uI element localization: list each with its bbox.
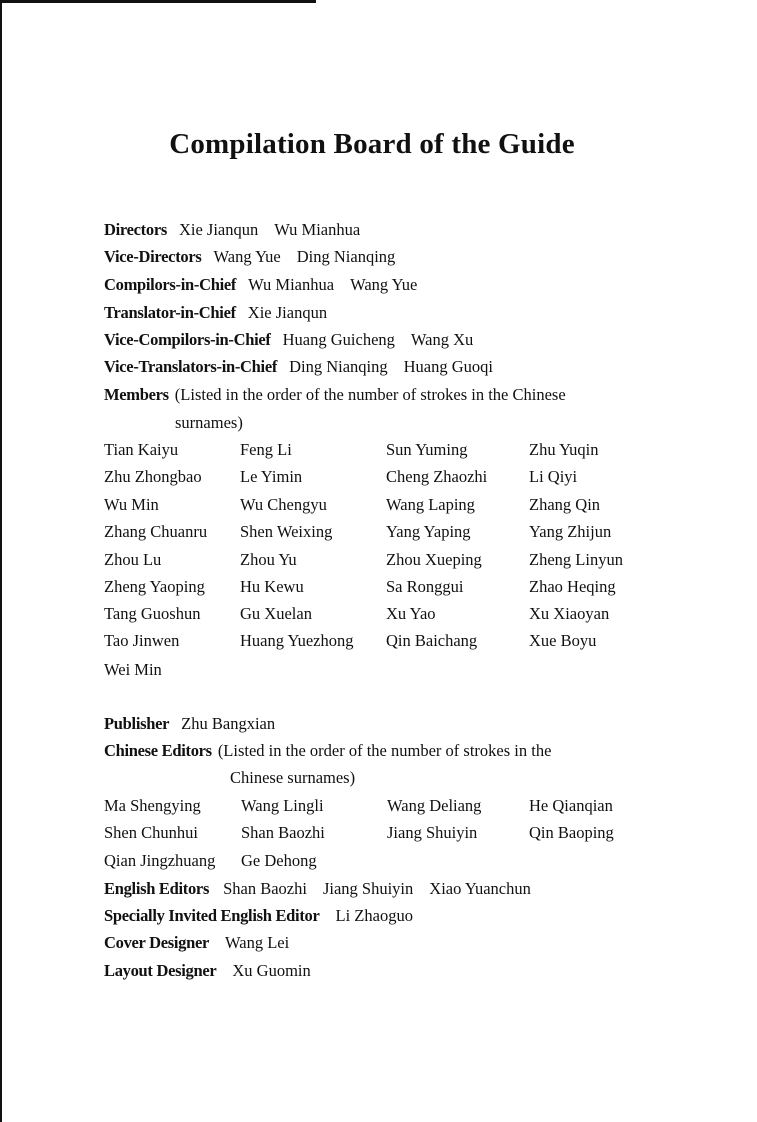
specially-invited-english-editor-name: Li Zhaoguo: [335, 906, 413, 925]
editor-name: Jiang Shuiyin: [387, 823, 478, 842]
editor-name: Shen Chunhui: [104, 823, 198, 842]
member-name: Qin Baichang: [386, 631, 478, 650]
directors-line: [104, 220, 376, 240]
compilers-in-chief-line: [104, 275, 433, 295]
member-name: Cheng Zhaozhi: [386, 467, 488, 486]
table-row: [104, 467, 664, 487]
vice-compiler-in-chief-name: Huang Guicheng: [282, 330, 395, 349]
english-editors-label: English Editors: [104, 879, 210, 898]
chinese-editors-note: (Listed in the order of the number of strokes in the: [217, 741, 552, 760]
member-name: Xue Boyu: [529, 631, 597, 650]
member-name: Huang Yuezhong: [240, 631, 354, 650]
translator-in-chief-label: Translator-in-Chief: [104, 303, 236, 322]
director-name: Wu Mianhua: [274, 220, 361, 239]
editor-name: He Qianqian: [529, 796, 613, 815]
member-name: Sun Yuming: [386, 440, 468, 459]
member-name: Wang Laping: [386, 495, 475, 514]
layout-designer-label: Layout Designer: [104, 961, 217, 980]
vice-compilers-in-chief-label: Vice-Compilors-in-Chief: [104, 330, 271, 349]
english-editors-line: [104, 879, 547, 899]
member-name: Xu Yao: [386, 604, 436, 623]
table-row: [104, 550, 664, 570]
member-name: Gu Xuelan: [240, 604, 312, 623]
member-name: Tao Jinwen: [104, 631, 180, 650]
table-row: [104, 522, 664, 542]
member-name: Wei Min: [104, 660, 162, 679]
chinese-editors-note-continued: Chinese surnames): [230, 768, 356, 787]
vice-compiler-in-chief-name: Wang Xu: [410, 330, 474, 349]
vice-translators-in-chief-label: Vice-Translators-in-Chief: [104, 357, 278, 376]
directors-label: Directors: [104, 220, 167, 239]
member-name: Yang Zhijun: [529, 522, 612, 541]
chinese-editors-line: [104, 741, 551, 761]
member-name: Shen Weixing: [240, 522, 333, 541]
member-name: Yang Yaping: [386, 522, 471, 541]
vice-compilers-in-chief-line: [104, 330, 489, 350]
member-name: Zhou Lu: [104, 550, 162, 569]
table-row: [104, 440, 664, 460]
members-label: Members: [104, 385, 169, 404]
specially-invited-english-editor-label: Specially Invited English Editor: [104, 906, 320, 925]
member-name: Xu Xiaoyan: [529, 604, 610, 623]
member-name: Wu Min: [104, 495, 159, 514]
member-name: Zhou Yu: [240, 550, 297, 569]
members-note: (Listed in the order of the number of strokes in the Chinese: [174, 385, 566, 404]
editor-name: Qin Baoping: [529, 823, 614, 842]
table-row: [104, 851, 664, 871]
scan-left-rule: [0, 0, 2, 1122]
vice-directors-line: [104, 247, 411, 267]
page-title: Compilation Board of the Guide: [169, 128, 575, 160]
member-name: Zhao Heqing: [529, 577, 616, 596]
publisher-name: Zhu Bangxian: [181, 714, 276, 733]
compiler-in-chief-name: Wang Yue: [350, 275, 418, 294]
member-name: Feng Li: [240, 440, 292, 459]
members-line: [104, 385, 566, 405]
table-row: [104, 823, 664, 843]
table-row: [104, 631, 664, 651]
member-name: Hu Kewu: [240, 577, 304, 596]
member-name: Zhou Xueping: [386, 550, 482, 569]
member-name: Zhu Zhongbao: [104, 467, 202, 486]
compilers-in-chief-label: Compilors-in-Chief: [104, 275, 237, 294]
translator-in-chief-line: [104, 303, 343, 323]
member-name: Sa Ronggui: [386, 577, 464, 596]
vice-translator-in-chief-name: Ding Nianqing: [289, 357, 388, 376]
publisher-label: Publisher: [104, 714, 170, 733]
specially-invited-english-editor-line: [104, 906, 429, 926]
table-row: [104, 577, 664, 597]
vice-translators-in-chief-line: [104, 357, 509, 377]
cover-designer-line: [104, 933, 305, 953]
table-row: [104, 660, 664, 680]
member-name: Zheng Linyun: [529, 550, 623, 569]
editor-name: Ge Dehong: [241, 851, 317, 870]
cover-designer-name: Wang Lei: [225, 933, 290, 952]
english-editor-name: Xiao Yuanchun: [429, 879, 531, 898]
table-row: [104, 495, 664, 515]
director-name: Xie Jianqun: [178, 220, 259, 239]
editor-name: Qian Jingzhuang: [104, 851, 216, 870]
table-row: [104, 796, 664, 816]
editor-name: Wang Deliang: [387, 796, 482, 815]
vice-director-name: Wang Yue: [213, 247, 281, 266]
editor-name: Wang Lingli: [241, 796, 324, 815]
member-name: Le Yimin: [240, 467, 303, 486]
scan-top-rule: [0, 0, 316, 3]
editor-name: Ma Shengying: [104, 796, 201, 815]
members-note-continued: surnames): [175, 413, 243, 432]
english-editor-name: Jiang Shuiyin: [322, 879, 414, 898]
member-name: Wu Chengyu: [240, 495, 327, 514]
member-name: Zhang Chuanru: [104, 522, 208, 541]
publisher-line: [104, 714, 291, 734]
member-name: Li Qiyi: [529, 467, 578, 486]
member-name: Tian Kaiyu: [104, 440, 179, 459]
member-name: Tang Guoshun: [104, 604, 201, 623]
vice-translator-in-chief-name: Huang Guoqi: [403, 357, 493, 376]
english-editor-name: Shan Baozhi: [223, 879, 307, 898]
translator-in-chief-name: Xie Jianqun: [247, 303, 328, 322]
layout-designer-name: Xu Guomin: [232, 961, 311, 980]
editor-name: Shan Baozhi: [241, 823, 325, 842]
compiler-in-chief-name: Wu Mianhua: [248, 275, 335, 294]
vice-director-name: Ding Nianqing: [296, 247, 396, 266]
member-name: Zhu Yuqin: [529, 440, 599, 459]
table-row: [104, 604, 664, 624]
member-name: Zheng Yaoping: [104, 577, 205, 596]
member-name: Zhang Qin: [529, 495, 601, 514]
layout-designer-line: [104, 961, 327, 981]
chinese-editors-label: Chinese Editors: [104, 741, 212, 760]
cover-designer-label: Cover Designer: [104, 933, 210, 952]
vice-directors-label: Vice-Directors: [104, 247, 202, 266]
